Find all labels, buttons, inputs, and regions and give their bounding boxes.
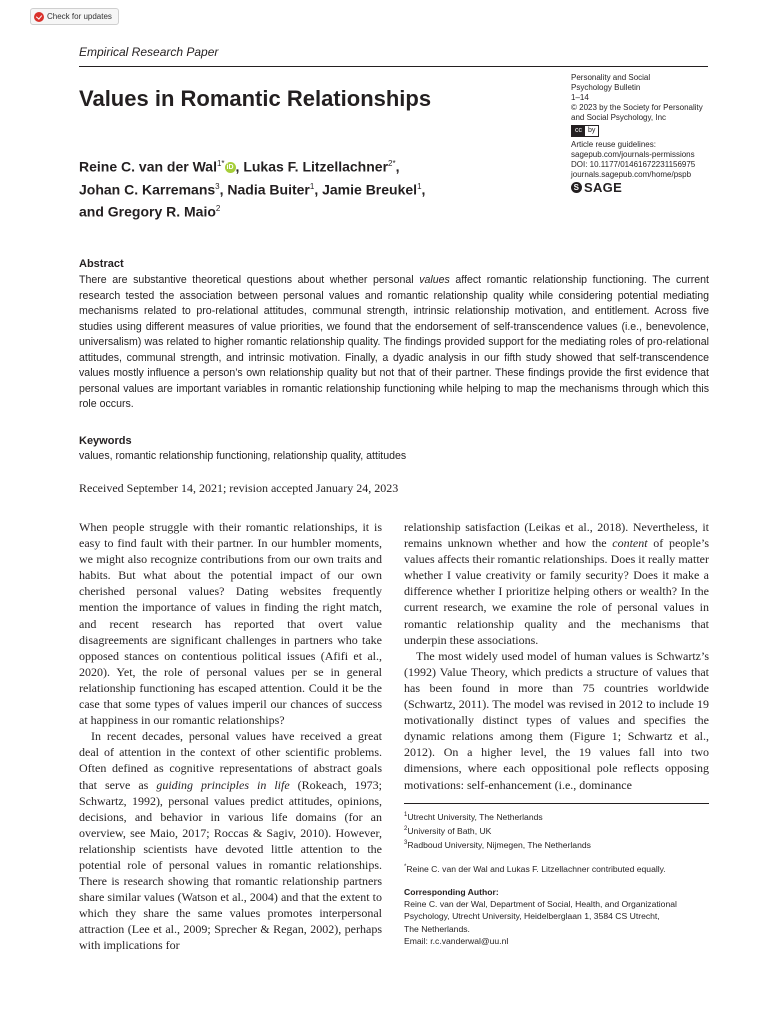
corresponding-author-line: The Netherlands. (404, 923, 470, 934)
footnote-rule (404, 803, 709, 804)
author-conjunction: and (79, 203, 108, 220)
affiliation-3: $^3$Radboud University, Nijmegen, The Netherlands (404, 840, 591, 851)
author-name: Gregory R. Maio (107, 203, 216, 220)
journal-name-line1: Personality and Social (571, 73, 651, 82)
corresponding-author-heading: Corresponding Author: (404, 886, 499, 897)
abstract-text-part1: There are substantive theoretical questions about whether personal (79, 274, 420, 286)
affiliation-2: $^2$University of Bath, UK (404, 826, 492, 837)
author-name: Jamie Breukel (322, 181, 418, 198)
author-separator: , (395, 158, 400, 175)
body-paragraph: relationship satisfaction (Leikas et al., 2018). Nevertheless, it remains unknown whether and how the content of people’s values affects their romantic relationships. Does it really matter whether I value creativity or family security? Does it make a difference whether I prioritize helping others or wealth? In the current research, we examine the role of personal values in romantic relationship quality and the mechanisms that underpin these associations. (404, 520, 709, 647)
abstract-text-part2: affect romantic relationship functioning. The current research tested the association between personal values and romantic relationship quality while considering potential mediating mechanisms related to pro-relational attitudes, communal strength, intrinsic relationship motivation, and entitlement. Across five studies using different measures of value priorities, we found that the endorsement of self-transcendence values (i.e., benevolence, universalism) was related to higher romantic relationship quality. The findings provided support for the mediating roles of pro-relational attitudes, communal strength, and intrinsic motivation. Finally, a dyadic analysis in our fifth study showed that self-transcendence values mostly influence a person’s own relationship quality but not that of their partner. These findings provide the first evidence that personal values are important variables in romantic relationship functioning while helping to map the mechanisms through which this role occurs. (79, 274, 709, 410)
header-rule (79, 66, 708, 67)
paper-title: Values in Romantic Relationships (79, 86, 432, 111)
keywords-heading: Keywords (79, 435, 132, 447)
author-affiliation: 2 (215, 204, 221, 214)
author-separator: , (235, 158, 244, 175)
keywords-text: values, romantic relationship functioning, relationship quality, attitudes (79, 450, 407, 462)
journal-name-line2: Psychology Bulletin (571, 83, 641, 92)
body-paragraph: In recent decades, personal values have received a great deal of attention in the context of other scientific problems. Often defined as cognitive representations of abstract goals that serve as guiding principles in life (Rokeach, 1973; Schwartz, 1992), personal values predict attitudes, opinions, decisions, and behavior in various life domains (for an overview, see Maio, 2017; Roccas & Sagiv, 2010). However, relationship scientists have devoted little attention to the potential role of personal values in romantic relationships. There is research showing that romantic relationship partners share similar values (Watson et al., 2004) and that the extent to which they share the same values promotes interpersonal attraction (Lee et al., 2009; Sprecher & Regan, 2002), perhaps with implications for (79, 729, 382, 953)
abstract-text (79, 273, 709, 413)
journal-info (571, 73, 721, 193)
reuse-guidelines-line1: Article reuse guidelines: (571, 140, 656, 149)
sage-logo-icon: S SAGE (571, 182, 721, 193)
corresponding-author-line: Psychology, Utrecht University, Heidelberglaan 1, 3584 CS Utrecht, (404, 911, 660, 922)
received-dates: Received September 14, 2021; revision accepted January 24, 2023 (79, 481, 399, 495)
author-list (79, 154, 499, 222)
check-updates-icon (34, 12, 44, 22)
copyright-line2: and Social Psychology, Inc (571, 113, 667, 122)
body-paragraph: When people struggle with their romantic relationships, it is easy to find fault with their partner. In our humbler moments, we might also recognize contributions from our own traits and habits. But what about the potential impact of our own cherished personal values? Dating websites frequently mention the importance of values in finding the right match, and recent research has reported that overt value disagreements are significant challenges in partners who take opposed stances on contentious political issues (Afifi et al., 2020). Yet, the role of personal values per se in general relationship functioning has escaped attention. Could it be the case that some types of values imperil our chances of success at happiness in our romantic relationships? (79, 520, 382, 728)
equal-contribution-note: *Reine C. van der Wal and Lukas F. Litzellachner contributed equally. (404, 864, 666, 875)
reuse-guidelines-link[interactable]: sagepub.com/journals-permissions (571, 150, 695, 159)
body-emphasis: guiding principles in life (156, 777, 290, 792)
author-affiliation: 1* (216, 159, 225, 168)
author-name: Johan C. Karremans (79, 181, 216, 198)
body-column-right (404, 519, 709, 793)
author-name: Nadia Buiter (227, 181, 310, 198)
journal-home-link[interactable]: journals.sagepub.com/home/pspb (571, 170, 692, 179)
affiliation-1: $^1$Utrecht University, The Netherlands (404, 811, 543, 822)
check-for-updates-button[interactable] (30, 8, 119, 25)
author-affiliation: 3 (215, 181, 220, 191)
check-for-updates-label: Check for updates (47, 12, 112, 21)
author-affiliation: 1 (417, 181, 422, 191)
article-type: Empirical Research Paper (79, 45, 219, 59)
abstract-heading: Abstract (79, 258, 124, 270)
author-name: Reine C. van der Wal (79, 158, 217, 175)
author-affiliation: 2* (388, 159, 396, 168)
journal-pages: 1–14 (571, 93, 589, 102)
copyright-line1: © 2023 by the Society for Personality (571, 103, 703, 112)
author-separator: , (219, 181, 228, 198)
doi-link[interactable]: DOI: 10.1177/01461672231156975 (571, 160, 696, 169)
author-affiliation: 1 (309, 181, 315, 191)
corresponding-author-line: Reine C. van der Wal, Department of Social, Health, and Organizational (404, 898, 677, 909)
author-separator: , (421, 181, 426, 198)
body-column-left (79, 519, 382, 954)
body-paragraph: The most widely used model of human values is Schwartz’s (1992) Value Theory, which predicts a structure of values that has been found in more than 75 countries worldwide (Schwartz, 2011). The model was revised in 2012 to include 19 motivationally distinct types of values and specifies the dynamic relations among them (Figure 1; Schwartz et al., 2012). On a higher level, the 19 values fall into two dimensions, where each oppositional pole reflects opposing motivations: self-enhancement (i.e., dominance (404, 648, 709, 792)
orcid-icon[interactable]: iD (226, 163, 234, 171)
cc-by-label: by (588, 127, 596, 134)
abstract-emphasis: values (419, 274, 450, 286)
corresponding-author-email[interactable]: Email: r.c.vanderwal@uu.nl (404, 935, 509, 946)
footnotes (404, 809, 709, 947)
creative-commons-icon (571, 125, 599, 137)
publisher-name: SAGE (584, 179, 623, 195)
author-name: Lukas F. Litzellachner (243, 158, 389, 175)
body-emphasis: content (612, 536, 648, 551)
cc-label: cc (572, 126, 585, 136)
author-separator: , (314, 181, 323, 198)
